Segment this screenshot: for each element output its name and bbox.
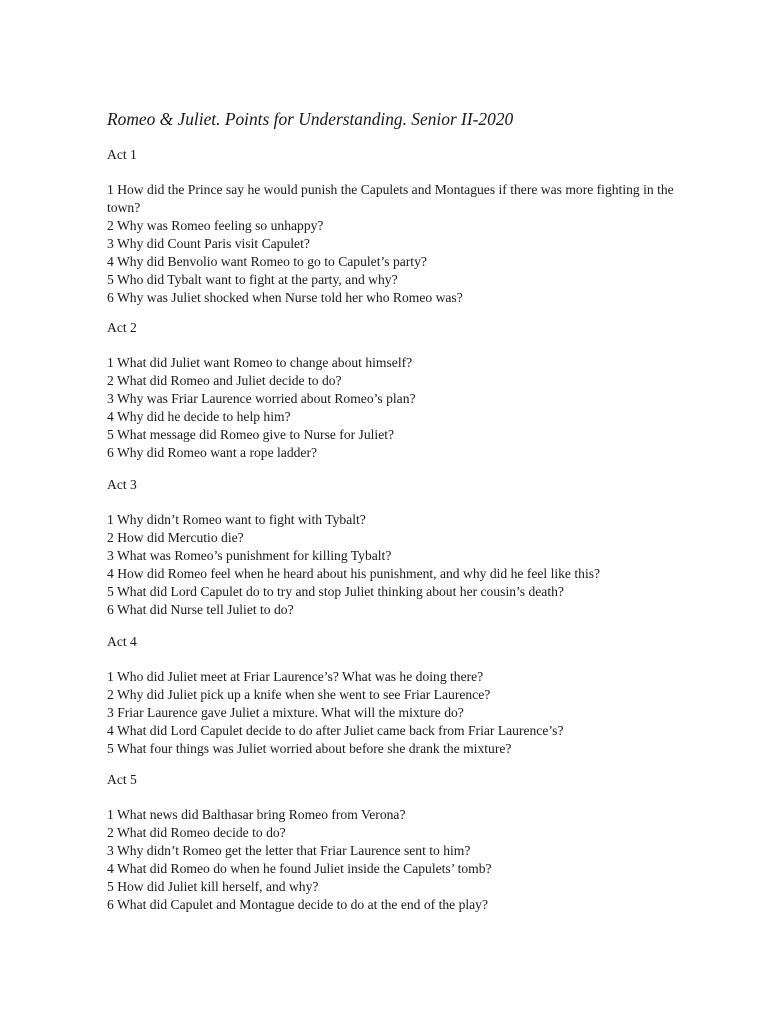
act-heading: Act 1 — [107, 147, 137, 162]
question-item: 4 How did Romeo feel when he heard about his punishment, and why did he feel like this? — [107, 566, 601, 581]
question-item: 3 What was Romeo’s punishment for killing Tybalt? — [107, 548, 392, 563]
question-item: 5 Who did Tybalt want to fight at the party, and why? — [107, 272, 398, 287]
question-item: 3 Friar Laurence gave Juliet a mixture. What will the mixture do? — [107, 705, 464, 720]
question-item: 4 Why did he decide to help him? — [107, 409, 291, 424]
act-1-section — [107, 146, 687, 307]
document-title: Romeo & Juliet. Points for Understanding. Senior II-2020 — [107, 109, 514, 129]
question-item: 2 What did Romeo and Juliet decide to do? — [107, 373, 342, 388]
question-item: 6 What did Capulet and Montague decide to do at the end of the play? — [107, 897, 489, 912]
question-item: 2 Why was Romeo feeling so unhappy? — [107, 218, 324, 233]
question-item: 5 What four things was Juliet worried about before she drank the mixture? — [107, 741, 512, 756]
question-item: 3 Why did Count Paris visit Capulet? — [107, 236, 310, 251]
question-item: 1 What news did Balthasar bring Romeo from Verona? — [107, 807, 406, 822]
question-item: 1 Who did Juliet meet at Friar Laurence’s? What was he doing there? — [107, 669, 484, 684]
question-item: 3 Why didn’t Romeo get the letter that Friar Laurence sent to him? — [107, 843, 471, 858]
question-item: 6 Why did Romeo want a rope ladder? — [107, 445, 318, 460]
question-list — [107, 181, 687, 307]
question-item: 2 How did Mercutio die? — [107, 530, 244, 545]
question-item: 2 What did Romeo decide to do? — [107, 825, 286, 840]
act-5-section — [107, 771, 687, 914]
question-item: 3 Why was Friar Laurence worried about Romeo’s plan? — [107, 391, 416, 406]
question-item: 1 Why didn’t Romeo want to fight with Tybalt? — [107, 512, 366, 527]
question-item: 4 What did Lord Capulet decide to do after Juliet came back from Friar Laurence’s? — [107, 723, 564, 738]
question-item: 5 How did Juliet kill herself, and why? — [107, 879, 319, 894]
question-list — [107, 511, 687, 619]
act-heading: Act 2 — [107, 320, 137, 335]
question-list — [107, 668, 687, 758]
question-item: 4 Why did Benvolio want Romeo to go to Capulet’s party? — [107, 254, 427, 269]
question-list — [107, 354, 687, 462]
question-item: 6 What did Nurse tell Juliet to do? — [107, 602, 294, 617]
act-4-section — [107, 633, 687, 758]
question-item: 5 What did Lord Capulet do to try and stop Juliet thinking about her cousin’s death? — [107, 584, 564, 599]
act-heading: Act 3 — [107, 477, 137, 492]
act-2-section — [107, 319, 687, 462]
question-item: 5 What message did Romeo give to Nurse for Juliet? — [107, 427, 395, 442]
act-heading: Act 4 — [107, 634, 137, 649]
question-item: 2 Why did Juliet pick up a knife when she went to see Friar Laurence? — [107, 687, 491, 702]
question-item: 1 What did Juliet want Romeo to change about himself? — [107, 355, 413, 370]
question-list — [107, 806, 687, 914]
question-item: 6 Why was Juliet shocked when Nurse told her who Romeo was? — [107, 290, 463, 305]
act-heading: Act 5 — [107, 772, 137, 787]
question-item: 4 What did Romeo do when he found Juliet inside the Capulets’ tomb? — [107, 861, 492, 876]
question-item: 1 How did the Prince say he would punish the Capulets and Montagues if there was more fighting in the town? — [107, 182, 674, 215]
act-3-section — [107, 476, 687, 619]
